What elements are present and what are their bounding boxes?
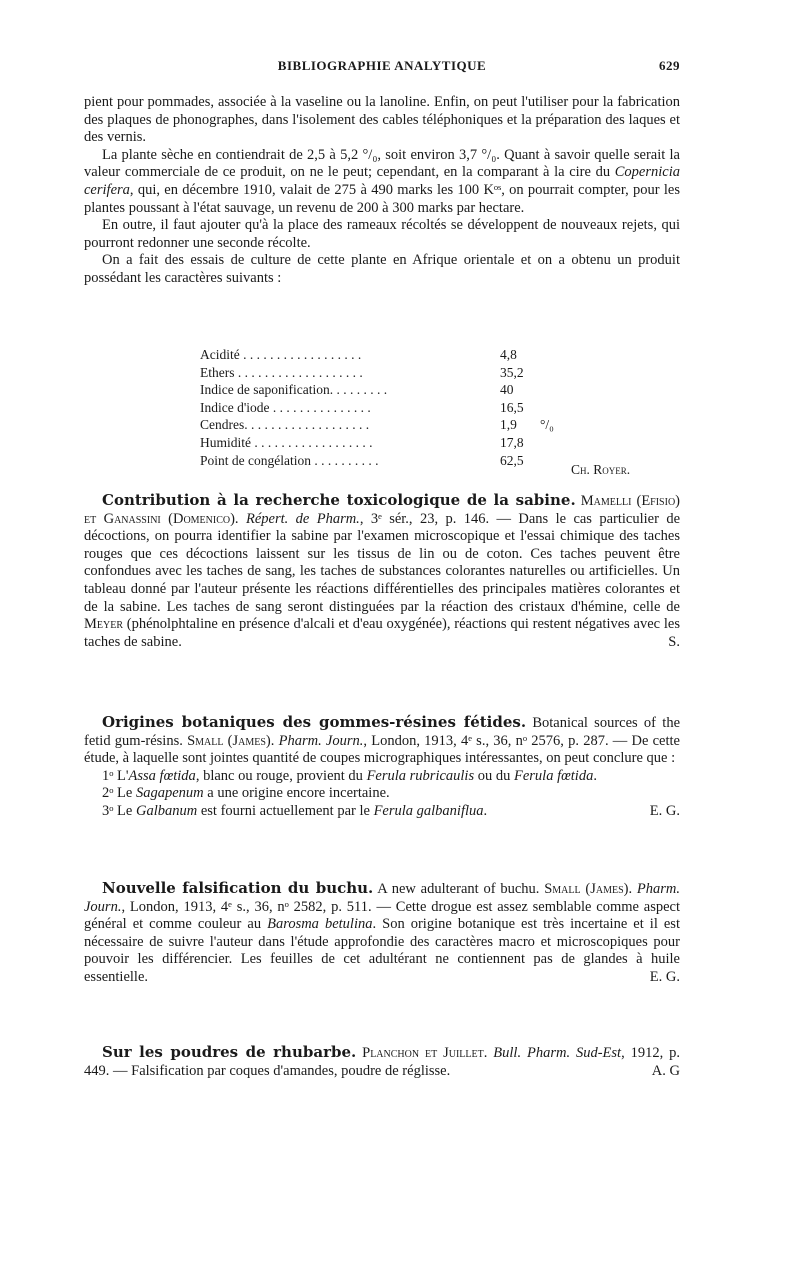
journal-name: Répert. de Pharm. <box>245 510 360 527</box>
signature-royer: Ch. Royer. <box>571 462 631 477</box>
intro-paragraph-3: En outre, il faut ajouter qu'à la place des rameaux récoltés se développent de nouveaux rejets, qui pourront redonner une seconde récolte. <box>84 217 680 251</box>
intro-paragraph-1: pient pour pommades, associée à la vaseline ou la lanoline. Enfin, on peut l'utiliser pour la fabrication des plaques de phonographes, dans l'isolement des cables téléphoniques et la préparation des laques et des vernis. <box>84 94 680 146</box>
article-gommes <box>84 714 680 821</box>
species-name: Copernicia cerifera <box>84 164 680 198</box>
article-title: Origines botaniques des gommes-résines fétides. <box>102 713 527 731</box>
journal-name: Bull. Pharm. Sud-Est <box>493 1045 622 1061</box>
article-title: Nouvelle falsification du buchu. <box>102 879 374 897</box>
article-buchu <box>84 880 680 987</box>
table-row: Cendres. . . . . . . . . . . . . . . . . . . 1,9 °/₀ <box>200 417 554 433</box>
table-row: Acidité . . . . . . . . . . . . . . . . . . 4,8 <box>200 347 517 362</box>
article-authors: Planchon et Juillet. <box>356 1045 494 1061</box>
table-row: Indice de saponification. . . . . . . . . 40 <box>200 382 514 398</box>
article-body: Origines botaniques des gommes-résines fétides. Botanical sources of the fetid gum-résins. Small (James). Pharm. Journ., London, 1913, 4ᵉ s., 36, nᵒ 2576, p. 287. — De cette étude, à laquelle sont jointes quantité de coupes micrographiques intéressantes, on peut conclure que : <box>84 713 680 767</box>
journal-name: Pharm. Journ. <box>278 732 364 749</box>
table-row: Point de congélation . . . . . . . . . . 62,5 <box>200 452 524 468</box>
article-authors: Small (James). <box>187 732 275 749</box>
table-row: Ethers . . . . . . . . . . . . . . . . . . . 35,2 <box>200 364 524 380</box>
article-authors: Mamelli (Efisio) et Ganassini (Domenico). <box>84 493 681 527</box>
header-title: BIBLIOGRAPHIE ANALYTIQUE <box>277 58 487 73</box>
article-authors: Small (James). <box>544 881 633 897</box>
intro-paragraph-2: La plante sèche en contiendrait de 2,5 à 5,2 °/₀, soit environ 3,7 °/₀. Quant à savoir quelle serait la valeur commerciale de ce produit, on ne le peut; cependant, en la comparant à la cire du Copernicia cerifera, qui, en décembre 1910, valait de 275 à 490 marks les 100 Kᵒˢ, on pourrait compter, pour les plantes poussant à l'état sauvage, un revenu de 200 à 300 marks par hectare. <box>84 146 680 216</box>
page-number: 629 <box>659 58 680 73</box>
article-signature: E. G. <box>649 968 680 985</box>
properties-table <box>200 346 554 469</box>
article-title: Sur les poudres de rhubarbe. <box>102 1043 357 1061</box>
article-sabine <box>84 492 680 651</box>
list-item: 3ᵒ Le Galbanum est fourni actuellement par le Ferula galbaniflua. E. G. <box>102 802 680 819</box>
intro-paragraph-4: On a fait des essais de culture de cette plante en Afrique orientale et on a obtenu un produit possédant les caractères suivants : <box>84 252 680 286</box>
article-rhubarbe <box>84 1044 680 1080</box>
list-item: 1ᵒ L'Assa fœtida, blanc ou rouge, provient du Ferula rubricaulis ou du Ferula fœtida. <box>102 767 597 784</box>
list-item: 2ᵒ Le Sagapenum a une origine encore incertaine. <box>102 785 390 802</box>
table-row: Indice d'iode . . . . . . . . . . . . . . . 16,5 <box>200 399 524 415</box>
article-signature: S. <box>668 633 680 650</box>
journal-name: Pharm. Journ. <box>84 881 680 915</box>
article-signature: A. G <box>651 1062 680 1079</box>
running-header <box>84 58 680 80</box>
table-row: Humidité . . . . . . . . . . . . . . . . . . 17,8 <box>200 434 524 450</box>
article-title: Contribution à la recherche toxicologique de la sabine. <box>102 491 576 509</box>
article-signature: E. G. <box>649 802 680 819</box>
intro-text <box>84 94 680 288</box>
article-body: Sur les poudres de rhubarbe. Planchon et Juillet. Bull. Pharm. Sud-Est, 1912, p. 449. — Falsification par coques d'amandes, poudre de réglisse. A. G <box>84 1043 681 1079</box>
article-body: Contribution à la recherche toxicologique de la sabine. Mamelli (Efisio) et Ganassini (Domenico). Répert. de Pharm., 3ᵉ sér., 23, p. 146. — Dans le cas particulier de décoctions, on pourra identifier la sabine par l'examen microscopique et l'essai chimique des taches rouges que ces décoctions laissent sur les tissus de lin ou de coton. Ces taches peuvent être confondues avec les taches de sang, les taches de substances colorantes naturelles ou artificielles. Un tableau donné par l'auteur présente les réactions différentielles des principales matières colorantes et de la sabine. Les taches de sang seront distinguées par la réaction des cristaux d'hémine, celle de Meyer (phénolphtaline en présence d'alcali et d'eau oxygénée), réactions qui restent négatives avec les taches de sabine. S. <box>84 491 681 650</box>
article-body: Nouvelle falsification du buchu. A new adulterant of buchu. Small (James). Pharm. Journ., London, 1913, 4ᵉ s., 36, nᵒ 2582, p. 511. — Cette drogue est assez semblable comme aspect général et comme couleur au Barosma betulina. Son origine botanique est très incertaine et il est nécessaire de suivre l'auteur dans l'étude approfondie des caractères macro et microscopiques pour pouvoir les différencier. Les feuilles de cet adultérant ne contiennent pas de glandes à huile essentielle. E. G. <box>84 879 680 985</box>
